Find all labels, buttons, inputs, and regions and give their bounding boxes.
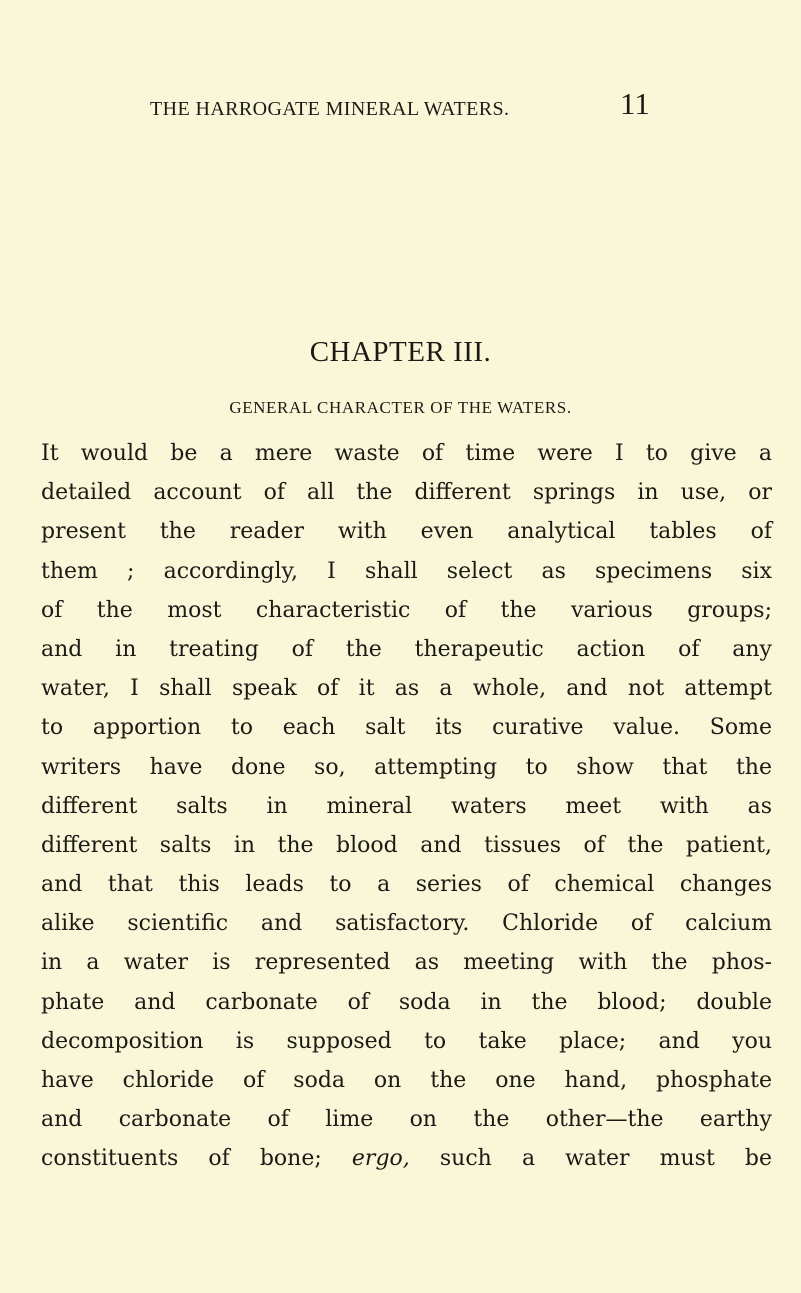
text-line: of the most characteristic of the various groups; [41,597,772,623]
text-line: to apportion to each salt its curative value. Some [41,715,772,741]
text-line: It would be a mere waste of time were I to give a [41,441,772,466]
chapter-title: CHAPTER III. [309,336,492,368]
text-line: phate and carbonate of soda in the blood; double [41,989,772,1015]
text-line: alike scientific and satisfactory. Chloride of calcium [41,911,772,937]
text-line: and that this leads to a series of chemical changes [41,872,772,898]
running-head: THE HARROGATE MINERAL WATERS. [150,98,510,120]
text-line: have chloride of soda on the one hand, phosphate [41,1068,772,1093]
text-line: and carbonate of lime on the other—the earthy [41,1107,772,1133]
italic-word: ergo, [351,1146,410,1172]
text-line: writers have done so, attempting to show that the [41,754,772,780]
text-line: different salts in mineral waters meet with as [41,793,772,819]
text-line: water, I shall speak of it as a whole, and not attempt [41,676,772,702]
text-line: in a water is represented as meeting with the phos- [41,950,772,976]
text-line: them ; accordingly, I shall select as specimens six [41,558,772,584]
text-line: decomposition is supposed to take place; and you [41,1028,772,1054]
chapter-subtitle: GENERAL CHARACTER OF THE WATERS. [229,398,572,417]
page-number: 11 [620,86,650,121]
text-line: different salts in the blood and tissues of the patient, [41,832,772,858]
text-segment: constituents of bone; [41,1146,352,1172]
text-line: present the reader with even analytical tables of [41,519,772,545]
text-line-last [41,1139,772,1178]
body-text [41,434,772,1179]
text-line: detailed account of all the different springs in use, or [41,480,772,506]
text-segment: such a water must be [409,1146,772,1172]
text-line: and in treating of the therapeutic action of any [41,636,772,662]
